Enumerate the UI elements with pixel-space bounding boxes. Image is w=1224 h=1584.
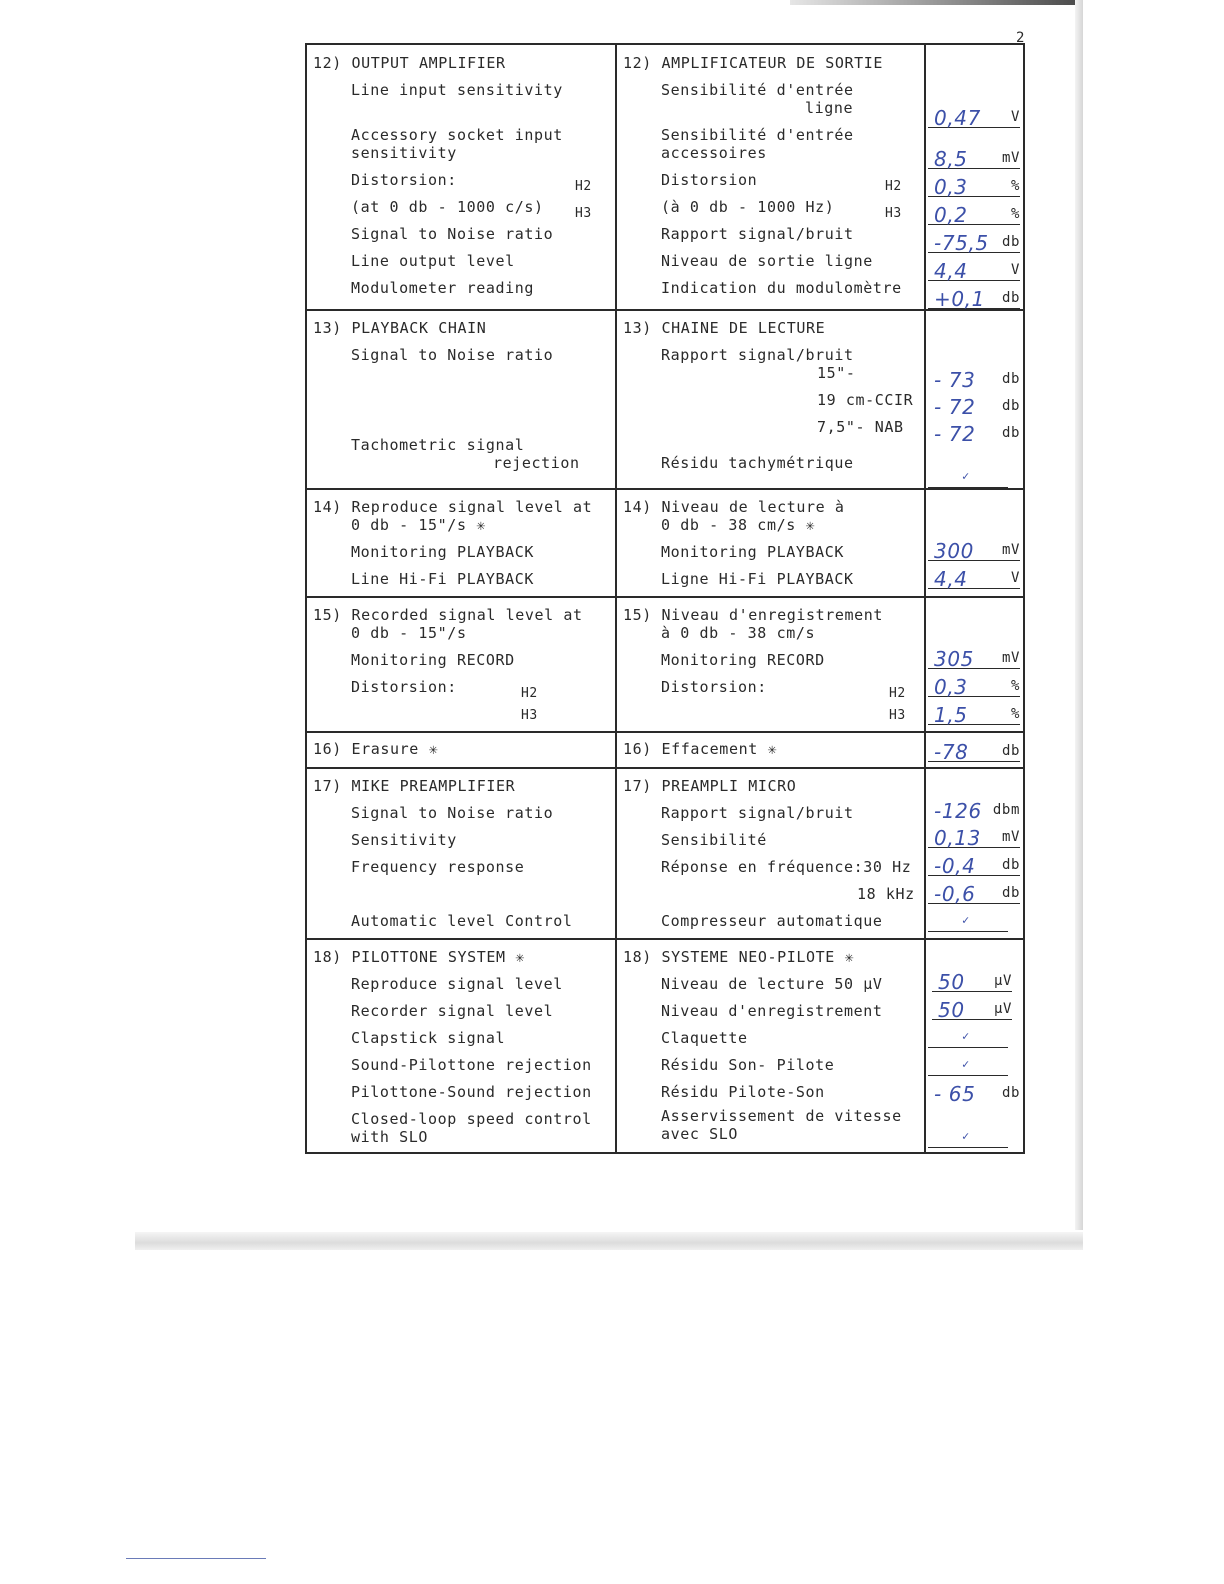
field-label: ligne [805,99,854,117]
handwritten-value: - 72 [934,395,976,419]
checkmark: ✓ [962,469,970,483]
field-label: 15"- [817,364,856,382]
unit-label: mV [1001,150,1020,166]
handwritten-value: -0,4 [934,854,976,878]
footnote-rule [126,1558,266,1559]
section-12-values [925,44,1024,310]
section-15-row [306,597,1024,732]
field-label: Asservissement de vitesse [661,1107,902,1125]
unit-label: db [1001,1085,1020,1101]
value-field [932,995,1012,1020]
section-16-row [306,732,1024,768]
handwritten-value: 50 [938,970,965,994]
unit-label: db [1001,885,1020,901]
handwritten-value: 0,3 [934,175,968,199]
value-field [928,907,1008,932]
field-label: rejection [493,454,580,472]
unit-label: V [1010,109,1020,125]
field-label: 18 kHz [857,885,915,903]
field-label: Sensibilité d'entrée [661,81,854,99]
handwritten-value: 1,5 [934,703,968,727]
field-label: Monitoring PLAYBACK [351,543,534,561]
subscript-label: H2 [521,686,538,701]
handwritten-value: 305 [934,647,974,671]
field-label: Monitoring RECORD [661,651,825,669]
value-field [928,419,1020,446]
unit-label: dbm [992,802,1020,818]
section-12-row [306,44,1024,310]
subscript-label: H2 [889,686,906,701]
field-label: Réponse en fréquence:30 Hz [661,858,912,876]
section-title: 16) Effacement ✳ [623,740,778,758]
section-18-english [306,939,616,1153]
value-field [928,200,1020,225]
field-label: Rapport signal/bruit [661,804,854,822]
field-label: Sound-Pilottone rejection [351,1056,592,1074]
value-field [928,644,1020,669]
section-title: 13) CHAINE DE LECTURE [623,319,826,337]
section-title: 14) Niveau de lecture à [623,498,845,516]
handwritten-value: 8,5 [934,147,968,171]
unit-label: db [1001,425,1020,441]
section-title: 17) PREAMPLI MICRO [623,777,797,795]
value-field [928,796,1020,823]
field-label: Résidu Pilote-Son [661,1083,825,1101]
value-field [928,851,1020,876]
field-label: Ligne Hi-Fi PLAYBACK [661,570,854,588]
field-label: Reproduce signal level [351,975,563,993]
unit-label: mV [1001,650,1020,666]
field-label: Niveau de lecture 50 µV [661,975,883,993]
handwritten-value: -126 [934,799,982,823]
field-label: Modulometer reading [351,279,534,297]
handwritten-value: 4,4 [934,259,968,283]
section-17-values [925,768,1024,939]
field-label: Distorsion: [661,678,767,696]
unit-label: µV [993,1001,1012,1017]
subscript-label: H2 [575,179,592,194]
section-18-french [616,939,925,1153]
section-title: 16) Erasure ✳ [313,740,439,758]
unit-label: % [1010,706,1020,722]
scan-edge-bottom [135,1232,1083,1250]
unit-label: % [1010,206,1020,222]
section-title: 12) OUTPUT AMPLIFIER [313,54,506,72]
unit-label: mV [1001,542,1020,558]
field-label: à 0 db - 38 cm/s [661,624,816,642]
field-label: Rapport signal/bruit [661,346,854,364]
field-label: Résidu tachymétrique [661,454,854,472]
unit-label: db [1001,371,1020,387]
value-field [928,365,1020,392]
field-label: avec SLO [661,1125,739,1143]
field-label: Signal to Noise ratio [351,346,554,364]
section-17-english [306,768,616,939]
value-field [928,700,1020,725]
field-label: 0 db - 15"/s ✳ [351,516,486,534]
handwritten-value: 0,47 [934,106,981,130]
value-field [928,879,1020,904]
value-field [928,463,1008,488]
unit-label: mV [1001,829,1020,845]
section-16-english [306,732,616,768]
field-label: Distorsion [661,171,758,189]
value-field [928,392,1020,419]
field-label: Clapstick signal [351,1029,506,1047]
field-label: Automatic level Control [351,912,573,930]
section-14-row [306,489,1024,597]
subscript-label: H2 [885,179,902,194]
field-label: Indication du modulomètre [661,279,902,297]
unit-label: V [1010,262,1020,278]
field-label: Distorsion: [351,171,457,189]
field-label: Accessory socket input [351,126,563,144]
unit-label: µV [993,973,1012,989]
value-field [928,536,1020,561]
checkmark: ✓ [962,913,970,927]
field-label: Signal to Noise ratio [351,804,554,822]
section-title: 18) SYSTEME NEO-PILOTE ✳ [623,948,855,966]
section-12-english [306,44,616,310]
handwritten-value: -78 [934,740,969,764]
subscript-label: H3 [885,206,902,221]
unit-label: V [1010,570,1020,586]
field-label: with SLO [351,1128,429,1146]
handwritten-value: - 73 [934,368,976,392]
handwritten-value: -0,6 [934,882,976,906]
section-18-values [925,939,1024,1153]
field-label: 0 db - 15"/s [351,624,467,642]
section-13-values [925,310,1024,489]
scan-edge-top [790,0,1080,5]
value-field [928,128,1020,169]
section-17-french [616,768,925,939]
value-field [928,228,1020,253]
field-label: Rapport signal/bruit [661,225,854,243]
subscript-label: H3 [575,206,592,221]
unit-label: db [1001,234,1020,250]
field-label: Signal to Noise ratio [351,225,554,243]
value-field [928,89,1020,128]
field-label: Frequency response [351,858,525,876]
field-label: Pilottone-Sound rejection [351,1083,592,1101]
field-label: Compresseur automatique [661,912,883,930]
field-label: Sensibilité [661,831,767,849]
field-label: 0 db - 38 cm/s ✳ [661,516,816,534]
subscript-label: H3 [521,708,538,723]
section-16-french [616,732,925,768]
section-18-row [306,939,1024,1153]
field-label: Résidu Son- Pilote [661,1056,835,1074]
field-label: Closed-loop speed control [351,1110,592,1128]
checkmark: ✓ [962,1057,970,1071]
section-title: 13) PLAYBACK CHAIN [313,319,487,337]
field-label: Recorder signal level [351,1002,554,1020]
handwritten-value: 300 [934,539,974,563]
field-label: Tachometric signal [351,436,525,454]
field-label: Line output level [351,252,515,270]
section-13-french [616,310,925,489]
section-title: 15) Recorded signal level at [313,606,583,624]
field-label: Distorsion: [351,678,457,696]
scan-edge-right [1075,0,1083,1230]
unit-label: db [1001,290,1020,306]
checkmark: ✓ [962,1129,970,1143]
value-field [928,1051,1008,1076]
unit-label: db [1001,398,1020,414]
section-title: 14) Reproduce signal level at [313,498,593,516]
handwritten-value: 4,4 [934,567,968,591]
section-15-french [616,597,925,732]
field-label: Sensitivity [351,831,457,849]
value-field [932,967,1012,992]
handwritten-value: - 65 [934,1082,976,1106]
handwritten-value: 0,13 [934,826,981,850]
measurement-form-table [305,43,1025,1154]
field-label: (at 0 db - 1000 c/s) [351,198,544,216]
field-label: Monitoring RECORD [351,651,515,669]
unit-label: db [1001,857,1020,873]
field-label: Line input sensitivity [351,81,563,99]
checkmark: ✓ [962,1029,970,1043]
section-12-french [616,44,925,310]
handwritten-value: - 72 [934,422,976,446]
value-field [928,256,1020,281]
field-label: 7,5"- NAB [817,418,904,436]
handwritten-value: +0,1 [934,287,985,311]
field-label: Niveau de sortie ligne [661,252,873,270]
field-label: Sensibilité d'entrée [661,126,854,144]
value-field [928,172,1020,197]
section-13-english [306,310,616,489]
field-label: accessoires [661,144,767,162]
section-title: 17) MIKE PREAMPLIFIER [313,777,516,795]
section-title: 15) Niveau d'enregistrement [623,606,884,624]
unit-label: % [1010,178,1020,194]
field-label: 19 cm-CCIR [817,391,914,409]
value-field [928,564,1020,589]
section-title: 12) AMPLIFICATEUR DE SORTIE [623,54,884,72]
value-field [928,737,1020,762]
handwritten-value: 50 [938,998,965,1022]
field-label: Monitoring PLAYBACK [661,543,844,561]
handwritten-value: -75,5 [934,231,989,255]
section-14-english [306,489,616,597]
field-label: Claquette [661,1029,748,1047]
section-15-english [306,597,616,732]
subscript-label: H3 [889,708,906,723]
handwritten-value: 0,3 [934,675,968,699]
section-title: 18) PILOTTONE SYSTEM ✳ [313,948,525,966]
value-field [928,823,1020,848]
value-field [928,284,1020,309]
section-16-values [925,732,1024,768]
section-14-french [616,489,925,597]
page-number: 2 [1016,30,1025,46]
value-field [928,1123,1008,1148]
field-label: (à 0 db - 1000 Hz) [661,198,835,216]
field-label: Niveau d'enregistrement [661,1002,883,1020]
section-14-values [925,489,1024,597]
handwritten-value: 0,2 [934,203,968,227]
value-field [928,1079,1020,1106]
section-15-values [925,597,1024,732]
section-17-row [306,768,1024,939]
unit-label: % [1010,678,1020,694]
value-field [928,1023,1008,1048]
value-field [928,672,1020,697]
field-label: sensitivity [351,144,457,162]
unit-label: db [1001,743,1020,759]
field-label: Line Hi-Fi PLAYBACK [351,570,534,588]
section-13-row [306,310,1024,489]
